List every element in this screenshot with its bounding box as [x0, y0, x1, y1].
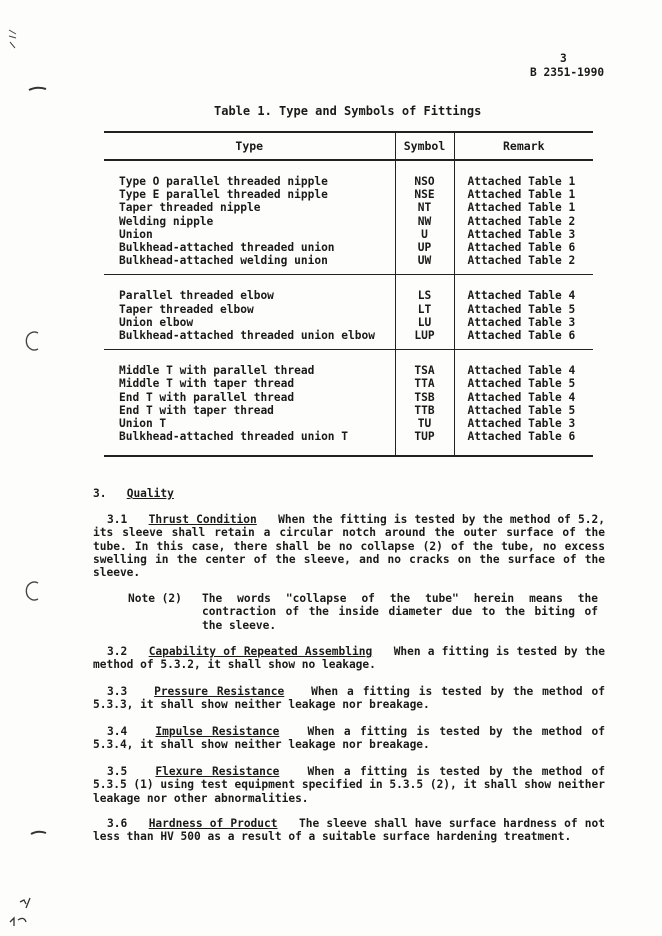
clause-title: Flexure Resistance — [155, 765, 280, 778]
clause-title: Impulse Resistance — [155, 725, 280, 738]
remark-cell — [454, 350, 593, 457]
clause-title: Hardness of Product — [148, 817, 278, 830]
symbol-cell — [395, 275, 454, 350]
margin-dash-1 — [28, 86, 48, 92]
type-entry: Union T — [119, 417, 167, 431]
symbol-entry: NSO — [414, 175, 435, 188]
clause-text: When a fitting is tested by the method of 5.3.3, it shall show neither leakage nor breakage. — [93, 685, 605, 712]
clause-number: 3.5 — [107, 765, 128, 778]
section-title: Quality — [126, 487, 174, 500]
binding-mark-top — [6, 28, 20, 52]
remark-entry: Attached Table 6 — [467, 430, 576, 444]
remark-entry: Attached Table 1 — [467, 175, 576, 188]
remark-entry: Attached Table 4 — [467, 289, 576, 303]
type-cell — [104, 350, 395, 457]
symbol-entry: TUP — [414, 430, 435, 444]
margin-dash-2 — [30, 830, 48, 836]
remark-entry: Attached Table 2 — [467, 214, 576, 228]
type-entry: End T with parallel thread — [119, 390, 295, 404]
note-text: The words "collapse of the tube" herein means the contraction of the inside diameter due to the biting of the sleeve. — [202, 592, 598, 632]
fittings-table — [104, 131, 593, 457]
clause-number: 3.4 — [107, 725, 128, 738]
remark-entry: Attached Table 1 — [467, 201, 576, 215]
symbol-entry: LU — [417, 315, 432, 329]
clause-title: Capability of Repeated Assembling — [148, 645, 373, 658]
remark-entry: Attached Table 3 — [467, 417, 576, 431]
symbol-entry: TTA — [414, 377, 435, 391]
type-entry: Bulkhead-attached threaded union T — [119, 430, 349, 444]
type-entry: Welding nipple — [119, 214, 214, 228]
remark-entry: Attached Table 5 — [467, 403, 576, 417]
symbol-entry: LS — [417, 289, 432, 303]
type-cell — [104, 275, 395, 350]
column-header-symbol: Symbol — [395, 132, 454, 160]
type-entry: Type O parallel threaded nipple — [119, 175, 328, 188]
punch-hole-mark-1 — [22, 330, 42, 352]
clause-text: When a fitting is tested by the method of 5.3.5 (1) using test equipment specified in 5.3.5 (2), it shall show neither leakage nor other abnormalities. — [93, 765, 605, 805]
remark-entry: Attached Table 5 — [467, 302, 576, 316]
remark-cell — [454, 275, 593, 350]
clause-title: Pressure Resistance — [154, 685, 285, 698]
clause-3-2 — [93, 645, 605, 672]
clause-text: When the fitting is tested by the method of 5.2, its sleeve shall retain a circular notch around the outer surface of the tube. In this case, there shall be no collapse (2) of the tube, no excess swelling in the center of the sleeve, and no cracks on the surface of the sleeve. — [93, 513, 605, 580]
punch-hole-mark-2 — [22, 580, 42, 602]
clause-number: 3.6 — [107, 817, 128, 830]
type-entry: Middle T with taper thread — [119, 377, 295, 391]
type-entry: Taper threaded elbow — [119, 302, 254, 316]
type-entry: Bulkhead-attached welding union — [119, 254, 328, 268]
remark-entry: Attached Table 5 — [467, 377, 576, 391]
symbol-entry: LUP — [414, 329, 435, 343]
clause-3-1 — [93, 513, 605, 579]
type-entry: Parallel threaded elbow — [119, 289, 274, 303]
clause-title: Thrust Condition — [148, 513, 257, 526]
table-group-elbows — [104, 275, 593, 350]
type-entry: Bulkhead-attached threaded union elbow — [119, 329, 375, 343]
type-entry: Union — [119, 227, 153, 241]
type-entry: Union elbow — [119, 315, 194, 329]
section-number: 3. — [93, 487, 107, 500]
symbol-entry: TU — [417, 417, 432, 431]
type-entry: End T with taper thread — [119, 403, 274, 417]
symbol-entry: UW — [417, 254, 432, 268]
clause-text: When a fitting is tested by the method of 5.3.4, it shall show neither leakage nor breakage. — [93, 725, 605, 752]
symbol-entry: NW — [417, 214, 432, 228]
table-group-tees — [104, 350, 593, 457]
note-label: Note (2) — [128, 592, 182, 605]
remark-entry: Attached Table 6 — [467, 329, 576, 343]
clause-number: 3.1 — [107, 513, 128, 526]
handwritten-mark-bottom — [6, 896, 42, 930]
symbol-entry: U — [421, 227, 428, 241]
clause-number: 3.3 — [107, 685, 128, 698]
table-group-nipples-unions — [104, 160, 593, 275]
column-header-type: Type — [104, 132, 395, 160]
table-header-row — [104, 132, 593, 160]
symbol-entry: TTB — [414, 403, 435, 417]
column-header-remark: Remark — [454, 132, 593, 160]
symbol-entry: TSA — [414, 364, 435, 378]
clause-3-5 — [93, 765, 605, 805]
remark-entry: Attached Table 4 — [467, 390, 576, 404]
symbol-entry: UP — [417, 241, 432, 255]
clause-3-6 — [93, 817, 605, 844]
symbol-entry: TSB — [414, 390, 435, 404]
clause-3-3 — [93, 685, 605, 712]
page-number: 3 — [560, 52, 567, 65]
symbol-entry: LT — [417, 302, 432, 316]
symbol-entry: NT — [417, 201, 432, 215]
symbol-entry: NSE — [414, 188, 435, 202]
type-entry: Bulkhead-attached threaded union — [119, 241, 335, 255]
section-heading — [93, 487, 174, 500]
type-cell — [104, 160, 395, 275]
remark-entry: Attached Table 3 — [467, 227, 576, 241]
type-entry: Type E parallel threaded nipple — [119, 188, 328, 202]
clause-number: 3.2 — [107, 645, 128, 658]
document-number: B 2351-1990 — [530, 66, 605, 79]
remark-entry: Attached Table 1 — [467, 188, 576, 202]
remark-cell — [454, 160, 593, 275]
remark-entry: Attached Table 2 — [467, 254, 576, 268]
type-entry: Middle T with parallel thread — [119, 364, 315, 378]
type-entry: Taper threaded nipple — [119, 201, 261, 215]
symbol-cell — [395, 350, 454, 457]
symbol-cell — [395, 160, 454, 275]
clause-text: The sleeve shall have surface hardness of not less than HV 500 as a result of a suitable surface hardening treatment. — [93, 817, 605, 844]
remark-entry: Attached Table 3 — [467, 315, 576, 329]
remark-entry: Attached Table 4 — [467, 364, 576, 378]
remark-entry: Attached Table 6 — [467, 241, 576, 255]
table-caption: Table 1. Type and Symbols of Fittings — [214, 104, 482, 118]
clause-text: When a fitting is tested by the method of 5.3.2, it shall show no leakage. — [93, 645, 605, 672]
clause-3-4 — [93, 725, 605, 752]
